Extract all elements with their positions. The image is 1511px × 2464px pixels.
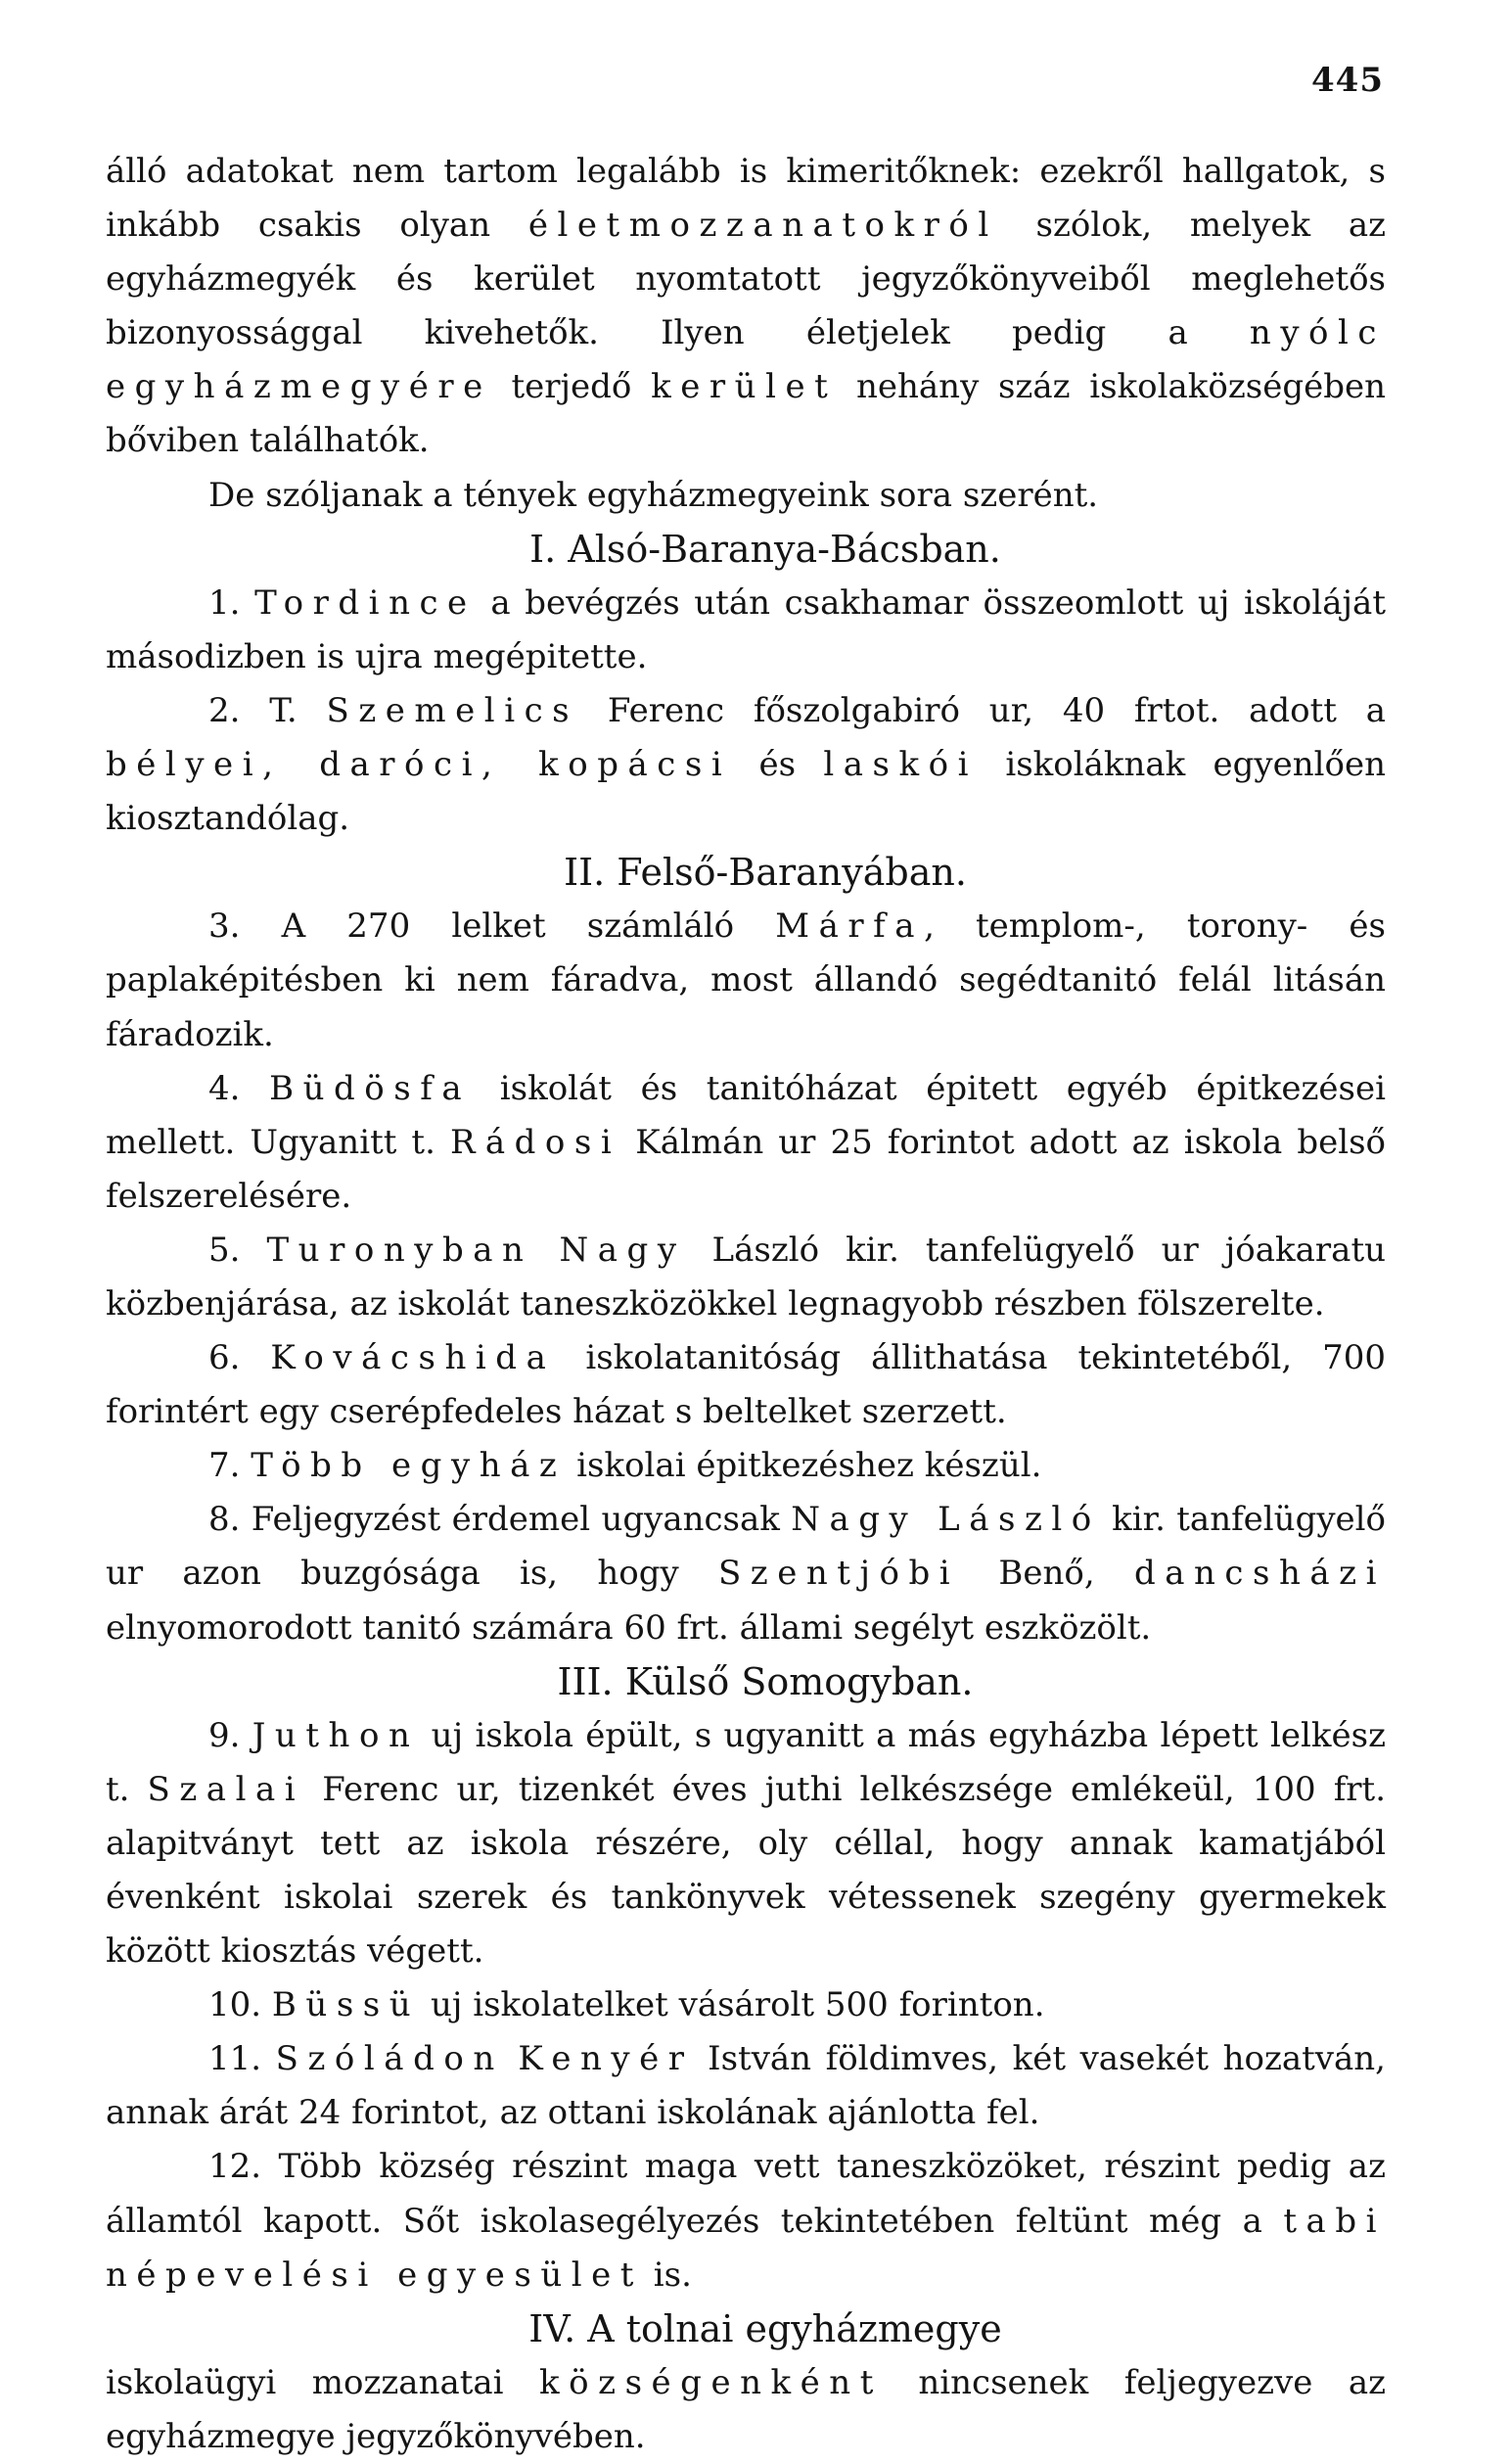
item-number: 5.: [208, 1230, 241, 1270]
list-item-2: [106, 684, 1386, 846]
page-text: [106, 145, 1386, 2464]
list-item-6: [106, 1331, 1386, 1439]
spaced-term: nyólc egyházmegyére: [106, 313, 1386, 407]
place-name: Büssü: [271, 1985, 421, 2025]
place-name: Kovácshida: [270, 1338, 556, 1378]
text-run: nehány száz iskolaközségében bőviben találhatók.: [106, 367, 1386, 461]
spaced-term: Több egyház: [251, 1446, 567, 1486]
item-number: 10.: [208, 1985, 262, 2025]
text-run: is.: [642, 2255, 692, 2295]
place-name: Tordince: [254, 582, 477, 623]
text-run: [504, 2039, 519, 2078]
organization-name: tabi népevelési egyesület: [106, 2201, 1386, 2295]
text-run: T.: [240, 690, 327, 730]
item-number: 11.: [208, 2039, 262, 2079]
item-number: 7.: [208, 1446, 241, 1486]
text-run: elnyomorodott tanitó számára 60 frt. állami segélyt eszközölt.: [106, 1607, 1152, 1648]
list-item-10: [106, 1978, 1386, 2032]
text-run: és: [731, 745, 824, 785]
person-name: Nagy László: [791, 1500, 1101, 1540]
text-run: , templom-, torony- és paplaképitésben ki nem fáradva, most állandó segédtanitó felál litásán fáradozik.: [106, 907, 1386, 1054]
place-name: Turonyban: [266, 1230, 533, 1270]
text-run: szólok, melyek az egyházmegyék és kerület nyomtatott jegyzőkönyveiből meglehetős bizonyossággal kivehetők. Ilyen életjelek pedig a: [106, 206, 1386, 353]
section-heading-2: II. Felső-Baranyában.: [564, 851, 967, 895]
list-item-12: [106, 2140, 1386, 2301]
text-run: uj iskolatelket vásárolt 500 forinton.: [420, 1985, 1045, 2025]
list-item-11: [106, 2032, 1386, 2140]
text-run: [532, 1231, 559, 1270]
intro-paragraph-2: De szóljanak a tények egyházmegyeink sora szerént.: [208, 475, 1099, 515]
item-number: 4.: [208, 1068, 241, 1108]
text-run: István földimves, két vasekét hozatván, annak árát 24 forintot, az ottani iskolának ajánlotta fel.: [106, 2039, 1386, 2133]
intro-paragraph: [106, 145, 1386, 469]
text-run: Több község részint maga vett taneszközöket, részint pedig az államtól kapott. Sőt iskolasegélyezés tekintetében feltünt még a: [106, 2147, 1386, 2241]
section-heading-1: I. Alsó-Baranya-Bácsban.: [529, 527, 1001, 571]
text-run: Kálmán ur 25 forintot adott az iskola belső felszerelésére.: [106, 1122, 1386, 1216]
list-item-8: [106, 1493, 1386, 1654]
text-run: iskoláknak egyenlően kiosztandólag.: [106, 745, 1386, 839]
place-names: bélyei, daróci, kopácsi: [106, 745, 732, 785]
place-name: Juthon: [252, 1715, 420, 1755]
text-run: terjedő: [491, 367, 652, 407]
text-run: Ferenc ur, tizenkét éves juthi lelkészsége emlékeül, 100 frt. alapitványt tett az iskola részére, oly céllal, hogy annak kamatjából évenként iskolai szerek és tankönyvek vétessenek szegény gyermekek között kiosztás végett.: [106, 1769, 1387, 1972]
text-run: iskolaügyi mozzanatai: [106, 2362, 540, 2402]
text-run: nincsenek feljegyezve az egyházmegye jegyzőkönyvében.: [106, 2362, 1386, 2456]
list-item-3: [106, 900, 1386, 1061]
item-number: 12.: [208, 2147, 262, 2187]
item-number: 9.: [208, 1715, 241, 1755]
text-run: Ferenc főszolgabiró ur, 40 frtot. adott a: [578, 690, 1386, 730]
item-number: 1.: [208, 582, 241, 623]
section-heading-4: IV. A tolnai egyházmegye: [528, 2306, 1002, 2350]
spaced-term: életmozzanatokról: [527, 206, 998, 246]
person-name: Rádosi: [449, 1122, 621, 1162]
place-name: Büdösfa: [269, 1068, 472, 1108]
section-heading-3: III. Külső Somogyban.: [557, 1659, 974, 1703]
text-run: álló adatokat nem tartom legalább is kimeritőknek: ezekről hallgatok, s inkább csakis olyan: [106, 152, 1386, 246]
place-name: laskói: [823, 745, 979, 785]
item-number: 2.: [208, 690, 241, 730]
list-item-4: [106, 1062, 1386, 1224]
text-run: A 270 lelket számláló: [240, 907, 776, 947]
text-run: uj iskola épült, s ugyanitt a más egyházba lépett lelkész t.: [106, 1715, 1386, 1809]
person-name: Szalai: [147, 1769, 305, 1809]
item-number: 3.: [208, 907, 241, 947]
person-name: Szentjóbi: [717, 1554, 960, 1594]
text-run: iskolát és tanitóházat épitett egyéb épitkezései mellett. Ugyanitt t.: [106, 1068, 1386, 1162]
place-name: Szóládon: [275, 2039, 504, 2079]
section4-paragraph: [106, 2356, 1386, 2464]
list-item-1: [106, 577, 1386, 684]
text-run: iskolai épitkezéshez készül.: [566, 1446, 1042, 1486]
place-name: Márfa: [775, 907, 925, 947]
person-name: Nagy: [559, 1230, 686, 1270]
text-run: a bevégzés után csakhamar összeomlott uj iskoláját másodizben is ujra megépitette.: [106, 582, 1386, 676]
spaced-term: kerület: [651, 367, 838, 407]
text-run: Feljegyzést érdemel ugyancsak: [240, 1500, 792, 1540]
text-run: iskolatanitóság állithatása tekintetéből, 700 forintért egy cserépfedeles házat s beltelket szerzett.: [106, 1338, 1386, 1432]
list-item-5: [106, 1224, 1386, 1331]
place-name: dancsházi: [1133, 1554, 1386, 1594]
text-run: kir. tanfelügyelő ur azon buzgósága is, hogy: [106, 1500, 1387, 1594]
page-number: 445: [1311, 61, 1384, 100]
list-item-9: [106, 1709, 1386, 1978]
text-run: Benő,: [959, 1554, 1134, 1594]
person-name: Kenyér: [518, 2039, 694, 2079]
list-item-7: [106, 1439, 1386, 1493]
item-number: 8.: [208, 1500, 241, 1540]
text-run: László kir. tanfelügyelő ur jóakaratu közbenjárása, az iskolát taneszközökkel legnagyobb részben fölszerelte.: [106, 1230, 1387, 1324]
person-name: Szemelics: [326, 690, 579, 730]
item-number: 6.: [208, 1338, 241, 1378]
spaced-term: községenként: [539, 2362, 883, 2402]
